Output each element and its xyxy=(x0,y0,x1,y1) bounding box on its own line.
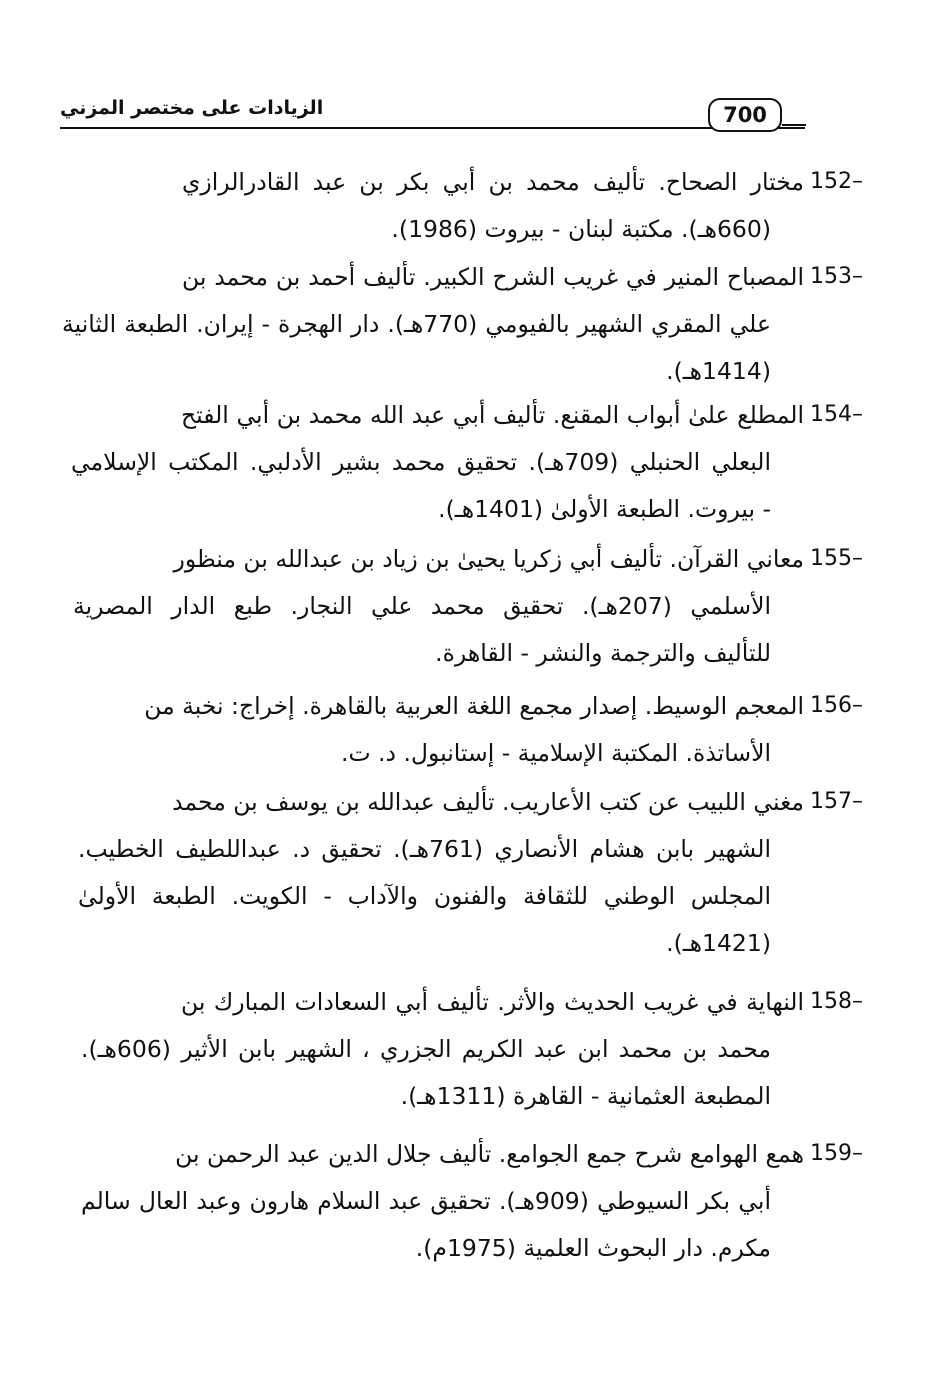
entry-text-line: الأساتذة. المكتبة الإسلامية - إستانبول. د. ت. xyxy=(340,739,771,767)
entry-text-line: الشهير بابن هشام الأنصاري (761هـ). تحقيق د. عبداللطيف الخطيب. xyxy=(78,835,771,863)
entry-text-line: الأسلمي (207هـ). تحقيق محمد علي النجار. طبع الدار المصرية xyxy=(73,592,772,620)
entry-text-line: أبي بكر السيوطي (909هـ). تحقيق عبد السلام هارون وعبد العال سالم xyxy=(81,1187,771,1215)
entry-text-line: للتأليف والترجمة والنشر - القاهرة. xyxy=(435,639,771,667)
entry-text-line: المعجم الوسيط. إصدار مجمع اللغة العربية بالقاهرة. إخراج: نخبة من xyxy=(144,692,804,720)
entry-text-line: المطلع علىٰ أبواب المقنع. تأليف أبي عبد الله محمد بن أبي الفتح xyxy=(181,401,804,429)
entry-text-line: (660هـ). مكتبة لبنان - بيروت (1986). xyxy=(391,215,771,243)
entry-text-line: مختار الصحاح. تأليف محمد بن أبي بكر بن عبد القادرالرازي xyxy=(182,168,804,196)
entry-number-value: 156 xyxy=(810,693,852,718)
entry-text-line: مكرم. دار البحوث العلمية (1975م). xyxy=(415,1234,771,1262)
entry-number: 155– xyxy=(810,546,863,571)
entry-number-value: 159 xyxy=(810,1141,852,1166)
entry-number-value: 158 xyxy=(810,989,852,1014)
entry-text-line: المطبعة العثمانية - القاهرة (1311هـ). xyxy=(400,1082,771,1110)
entry-number: 158– xyxy=(810,989,863,1014)
entry-text-line: همع الهوامع شرح جمع الجوامع. تأليف جلال الدين عبد الرحمن بن xyxy=(175,1140,804,1168)
entry-number: 152– xyxy=(810,169,863,194)
entry-number-value: 152 xyxy=(810,169,852,194)
entry-number: 156– xyxy=(810,693,863,718)
entry-number-value: 155 xyxy=(810,546,852,571)
entry-number: 153– xyxy=(810,264,863,289)
entry-text-line: النهاية في غريب الحديث والأثر. تأليف أبي السعادات المبارك بن xyxy=(181,988,804,1016)
entry-text-line: - بيروت. الطبعة الأولىٰ (1401هـ). xyxy=(438,495,771,523)
running-title: الزيادات على مختصر المزني xyxy=(60,97,324,119)
entry-number-value: 153 xyxy=(810,264,852,289)
entry-text-line: (1414هـ). xyxy=(666,357,771,385)
page-number: 700 xyxy=(708,98,782,132)
entry-text-line: علي المقري الشهير بالفيومي (770هـ). دار الهجرة - إيران. الطبعة الثانية xyxy=(62,310,771,338)
entry-number-value: 154 xyxy=(810,402,852,427)
entry-text-line: معاني القرآن. تأليف أبي زكريا يحيىٰ بن زياد بن عبدالله بن منظور xyxy=(173,545,804,573)
entry-text-line: البعلي الحنبلي (709هـ). تحقيق محمد بشير الأدلبي. المكتب الإسلامي xyxy=(71,448,771,476)
entry-text-line: محمد بن محمد ابن عبد الكريم الجزري ، الشهير بابن الأثير (606هـ). xyxy=(81,1035,771,1063)
entry-text-line: المصباح المنير في غريب الشرح الكبير. تأليف أحمد بن محمد بن xyxy=(182,263,804,291)
entry-number: 154– xyxy=(810,402,863,427)
entry-text-line: مغني اللبيب عن كتب الأعاريب. تأليف عبدالله بن يوسف بن محمد xyxy=(172,788,804,816)
entry-number: 159– xyxy=(810,1141,863,1166)
entry-text-line: (1421هـ). xyxy=(666,929,771,957)
entry-number: 157– xyxy=(810,789,863,814)
entry-text-line: المجلس الوطني للثقافة والفنون والآداب - الكويت. الطبعة الأولىٰ xyxy=(78,882,771,910)
entry-number-value: 157 xyxy=(810,789,852,814)
